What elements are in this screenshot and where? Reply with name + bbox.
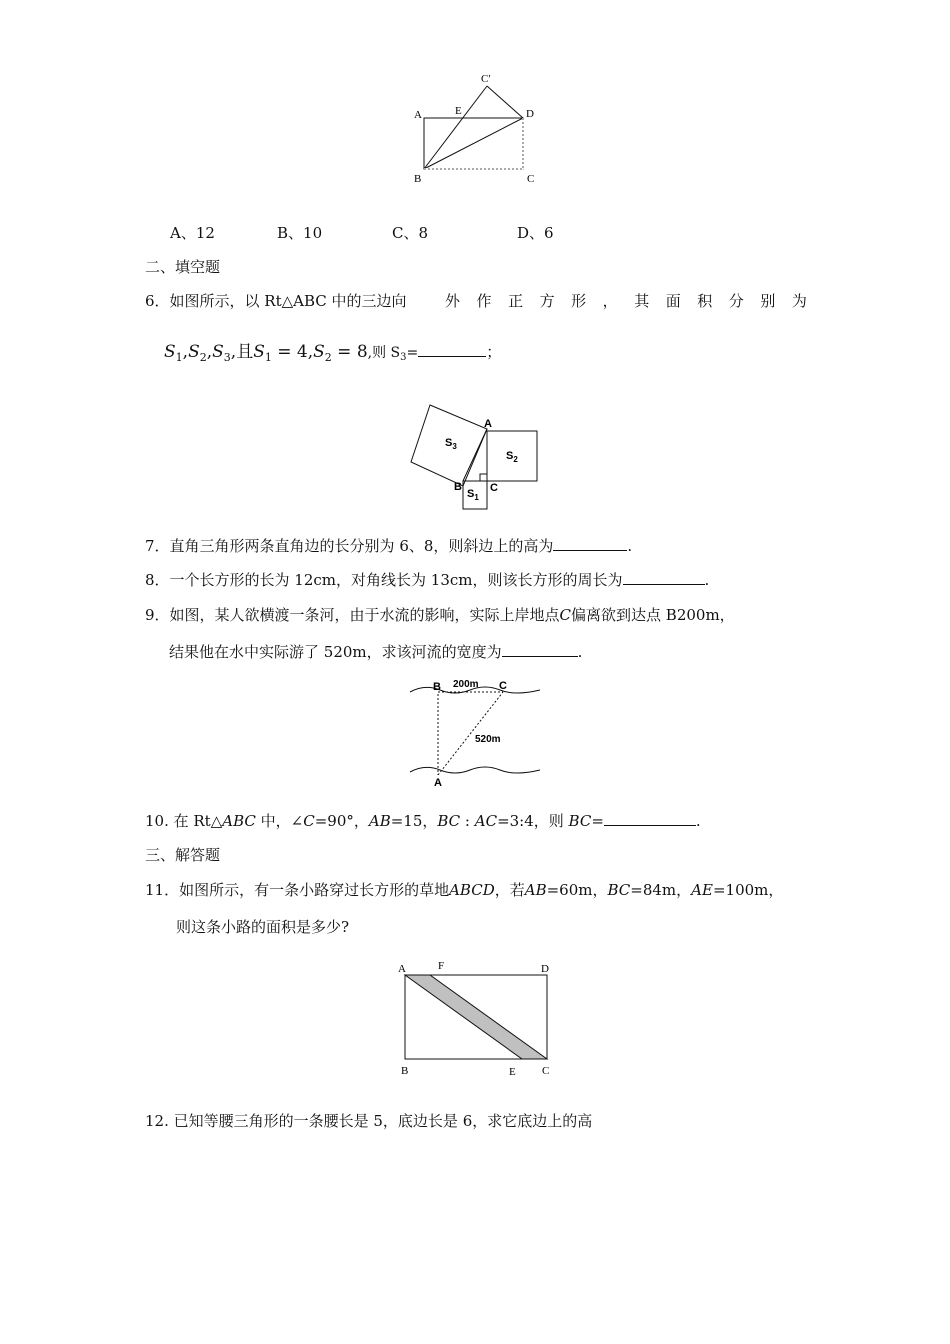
q5-option-c: C、8 — [392, 224, 429, 242]
fig9-label-520m: 520m — [475, 734, 501, 745]
q5-option-b: B、10 — [277, 224, 323, 242]
q6-char: 形 — [571, 292, 587, 310]
q9-answer-blank[interactable] — [502, 642, 578, 657]
fig9-label-c: C — [499, 680, 507, 692]
fig11-label-c: C — [542, 1065, 550, 1077]
fig11-label-e: E — [509, 1066, 516, 1078]
q12: 12. 已知等腰三角形的一条腰长是 5，底边长是 6，求它底边上的高 — [145, 1112, 593, 1130]
q8: 8．一个长方形的长为 12cm，对角线长为 13cm，则该长方形的周长为 . — [145, 571, 710, 589]
q7: 7．直角三角形两条直角边的长分别为 6、8，则斜边上的高为 . — [145, 537, 633, 555]
q6-end: ； — [486, 343, 502, 361]
q6-prefix: 6．如图所示，以 Rt△ABC 中的三边向 — [145, 292, 407, 310]
q11-line1: 11．如图所示，有一条小路穿过长方形的草地ABCD，若AB=60m，BC=84m，AE=100m， — [145, 881, 784, 899]
fig11-label-a: A — [398, 963, 406, 975]
q7-answer-blank[interactable] — [553, 536, 627, 551]
fig6-label-s2: $S_2$ — [506, 450, 518, 464]
section-title-solve: 三、解答题 — [145, 846, 221, 864]
q11-line2: 则这条小路的面积是多少? — [176, 918, 350, 936]
label-c-prime: C′ — [481, 73, 491, 85]
label-d: D — [526, 108, 534, 120]
q6-spaced-text — [445, 291, 807, 311]
q6-char: 外 — [445, 292, 461, 310]
q9-line2: 结果他在水中实际游了 520m，求该河流的宽度为 . — [169, 643, 583, 661]
q10: 10. 在 Rt△ABC 中，∠C=90°，AB=15，BC : AC=3:4，则 BC= . — [145, 812, 701, 830]
fig11-label-b: B — [401, 1065, 409, 1077]
label-e: E — [455, 105, 462, 117]
q5-option-d: D、6 — [517, 224, 554, 242]
label-a: A — [414, 109, 422, 121]
q6-tail: ,则 $S_3=$ — [367, 345, 419, 363]
q6-line2 — [164, 340, 501, 370]
q6-char: 其 — [634, 292, 650, 310]
fig11-label-d: D — [541, 963, 549, 975]
q10-answer-blank[interactable] — [604, 811, 696, 826]
q6-char: 作 — [476, 292, 492, 310]
figure-q11-path — [395, 956, 555, 1082]
fig6-label-c: C — [490, 482, 498, 494]
label-c: C — [527, 173, 535, 185]
section-title-fill-in: 二、填空题 — [145, 258, 221, 276]
q9-line1: 9．如图，某人欲横渡一条河，由于水流的影响，实际上岸地点C偏离欲到达点 B200m， — [145, 606, 735, 624]
q6-char: 别 — [760, 292, 776, 310]
q6-char: ， — [602, 292, 618, 310]
q6-char: 积 — [697, 292, 713, 310]
q6-char: 正 — [508, 292, 524, 310]
path-shaded-region — [405, 975, 547, 1059]
q6-char: 分 — [728, 292, 744, 310]
figure-q9-river — [405, 672, 545, 790]
q8-answer-blank[interactable] — [623, 570, 705, 585]
fig9-label-200m: 200m — [453, 679, 479, 690]
q6-char: 为 — [791, 292, 807, 310]
fig6-label-s1: $S_1$ — [467, 488, 479, 502]
fig11-label-f: F — [438, 960, 445, 972]
q6-char: 面 — [665, 292, 681, 310]
q6-char: 方 — [539, 292, 555, 310]
fig6-label-b: B — [454, 481, 462, 493]
fig6-label-a: A — [484, 418, 492, 430]
label-b: B — [414, 173, 422, 185]
q5-option-a: A、12 — [170, 224, 215, 242]
q6-line1 — [145, 291, 807, 311]
q6-math: $S_1,S_2,S_3$,且$S_1 = 4,S_2 = 8$ — [164, 342, 368, 364]
fig6-label-s3: $S_3$ — [445, 437, 457, 451]
fig9-label-b: B — [433, 681, 441, 693]
q6-answer-blank[interactable] — [418, 342, 486, 357]
fig9-label-a: A — [434, 777, 442, 789]
figure-q5-rectangle-fold — [400, 66, 550, 190]
figure-q6-squares — [405, 400, 545, 515]
